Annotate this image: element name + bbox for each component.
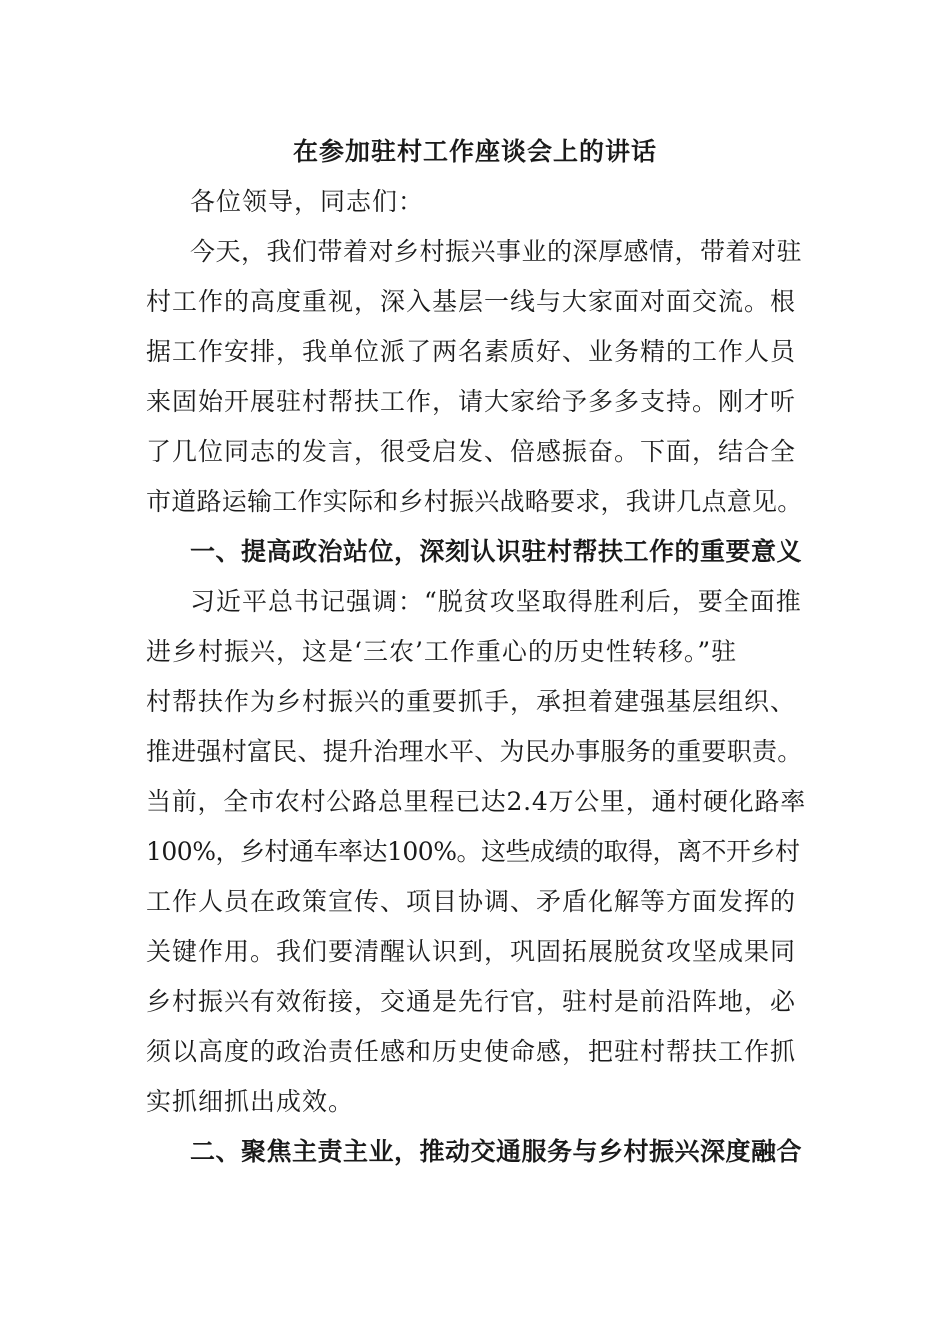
paragraph-line: 当前，全市农村公路总里程已达2.4万公里，通村硬化路率	[146, 787, 807, 816]
section-heading-2: 二、聚焦主责主业，推动交通服务与乡村振兴深度融合	[190, 1137, 803, 1166]
paragraph-line: 据工作安排，我单位派了两名素质好、业务精的工作人员	[146, 337, 797, 366]
paragraph-line: 村工作的高度重视，深入基层一线与大家面对面交流。根	[146, 287, 797, 316]
paragraph-line: 推进强村富民、提升治理水平、为民办事服务的重要职责。	[146, 737, 803, 766]
paragraph-line: 须以高度的政治责任感和历史使命感，把驻村帮扶工作抓	[146, 1037, 797, 1066]
paragraph-line: 习近平总书记强调：“脱贫攻坚取得胜利后，要全面推	[190, 587, 802, 616]
paragraph-line: 工作人员在政策宣传、项目协调、矛盾化解等方面发挥的	[146, 887, 797, 916]
paragraph-line: 乡村振兴有效衔接，交通是先行官，驻村是前沿阵地，必	[146, 987, 797, 1016]
paragraph-line: 市道路运输工作实际和乡村振兴战略要求，我讲几点意见。	[146, 487, 803, 516]
paragraph-line: 实抓细抓出成效。	[146, 1087, 355, 1116]
paragraph-line: 今天，我们带着对乡村振兴事业的深厚感情，带着对驻	[190, 237, 803, 266]
paragraph-line: 关键作用。我们要清醒认识到，巩固拓展脱贫攻坚成果同	[146, 937, 797, 966]
document-title: 在参加驻村工作座谈会上的讲话	[292, 137, 657, 166]
paragraph-line: 100%，乡村通车率达100%。这些成绩的取得，离不开乡村	[146, 837, 800, 866]
salutation: 各位领导，同志们：	[190, 187, 425, 216]
section-heading-1: 一、提高政治站位，深刻认识驻村帮扶工作的重要意义	[190, 537, 803, 566]
paragraph-line: 来固始开展驻村帮扶工作，请大家给予多多支持。刚才听	[146, 387, 797, 416]
paragraph-line: 进乡村振兴，这是‘三农’工作重心的历史性转移。”驻	[146, 637, 738, 666]
paragraph-line: 了几位同志的发言，很受启发、倍感振奋。下面，结合全	[146, 437, 797, 466]
paragraph-line: 村帮扶作为乡村振兴的重要抓手，承担着建强基层组织、	[146, 687, 797, 716]
